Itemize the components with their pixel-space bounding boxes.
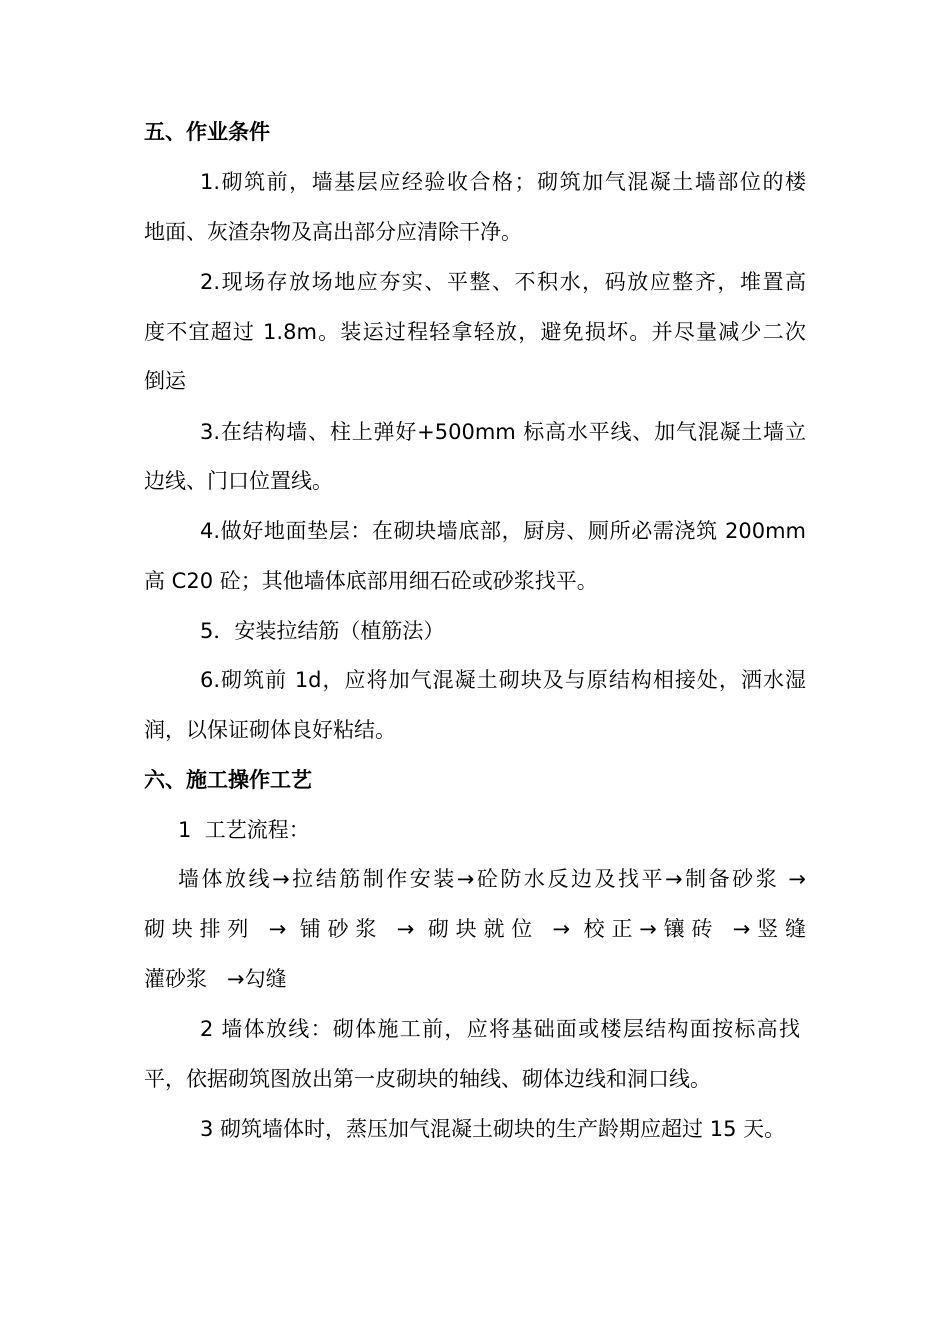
item-2-line-3: 倒运: [144, 369, 186, 393]
item-2-line-2: 度不宜超过 1.8m。装运过程轻拿轻放，避免损坏。并尽量减少二次: [144, 320, 806, 344]
process-flow-line-2: 砌块排列 → 铺砂浆 → 砌块就位 → 校正→镶砖 →竖缝: [144, 917, 806, 941]
step-1-title: 1 工艺流程：: [178, 818, 310, 842]
item-6-line-2: 润，以保证砌体良好粘结。: [144, 718, 396, 742]
item-2-line-1: 2.现场存放场地应夯实、平整、不积水，码放应整齐，堆置高: [200, 270, 806, 294]
item-4-line-1: 4.做好地面垫层：在砌块墙底部，厨房、厕所必需浇筑 200mm: [200, 519, 806, 543]
step-2-line-1: 2 墙体放线：砌体施工前，应将基础面或楼层结构面按标高找: [200, 1017, 800, 1041]
process-flow-line-1: 墙体放线→拉结筋制作安装→砼防水反边及找平→制备砂浆 →: [178, 867, 806, 891]
process-flow-line-3: 灌砂浆 →勾缝: [144, 967, 287, 991]
item-1-line-2: 地面、灰渣杂物及高出部分应清除干净。: [144, 220, 522, 244]
item-3-line-1: 3.在结构墙、柱上弹好+500mm 标高水平线、加气混凝土墙立: [200, 420, 806, 444]
item-5-line-1: 5．安装拉结筋（植筋法）: [200, 619, 445, 643]
item-6-line-1: 6.砌筑前 1d，应将加气混凝土砌块及与原结构相接处，洒水湿: [200, 668, 806, 692]
step-2-line-2: 平，依据砌筑图放出第一皮砌块的轴线、砌体边线和洞口线。: [144, 1067, 711, 1091]
item-4-line-2: 高 C20 砼；其他墙体底部用细石砼或砂浆找平。: [144, 569, 598, 593]
item-1-line-1: 1.砌筑前，墙基层应经验收合格；砌筑加气混凝土墙部位的楼: [200, 170, 806, 194]
section-6-heading: 六、施工操作工艺: [144, 768, 312, 792]
item-3-line-2: 边线、门口位置线。: [144, 469, 333, 493]
section-5-heading: 五、作业条件: [144, 120, 270, 144]
step-3-line-1: 3 砌筑墙体时，蒸压加气混凝土砌块的生产龄期应超过 15 天。: [200, 1117, 786, 1141]
